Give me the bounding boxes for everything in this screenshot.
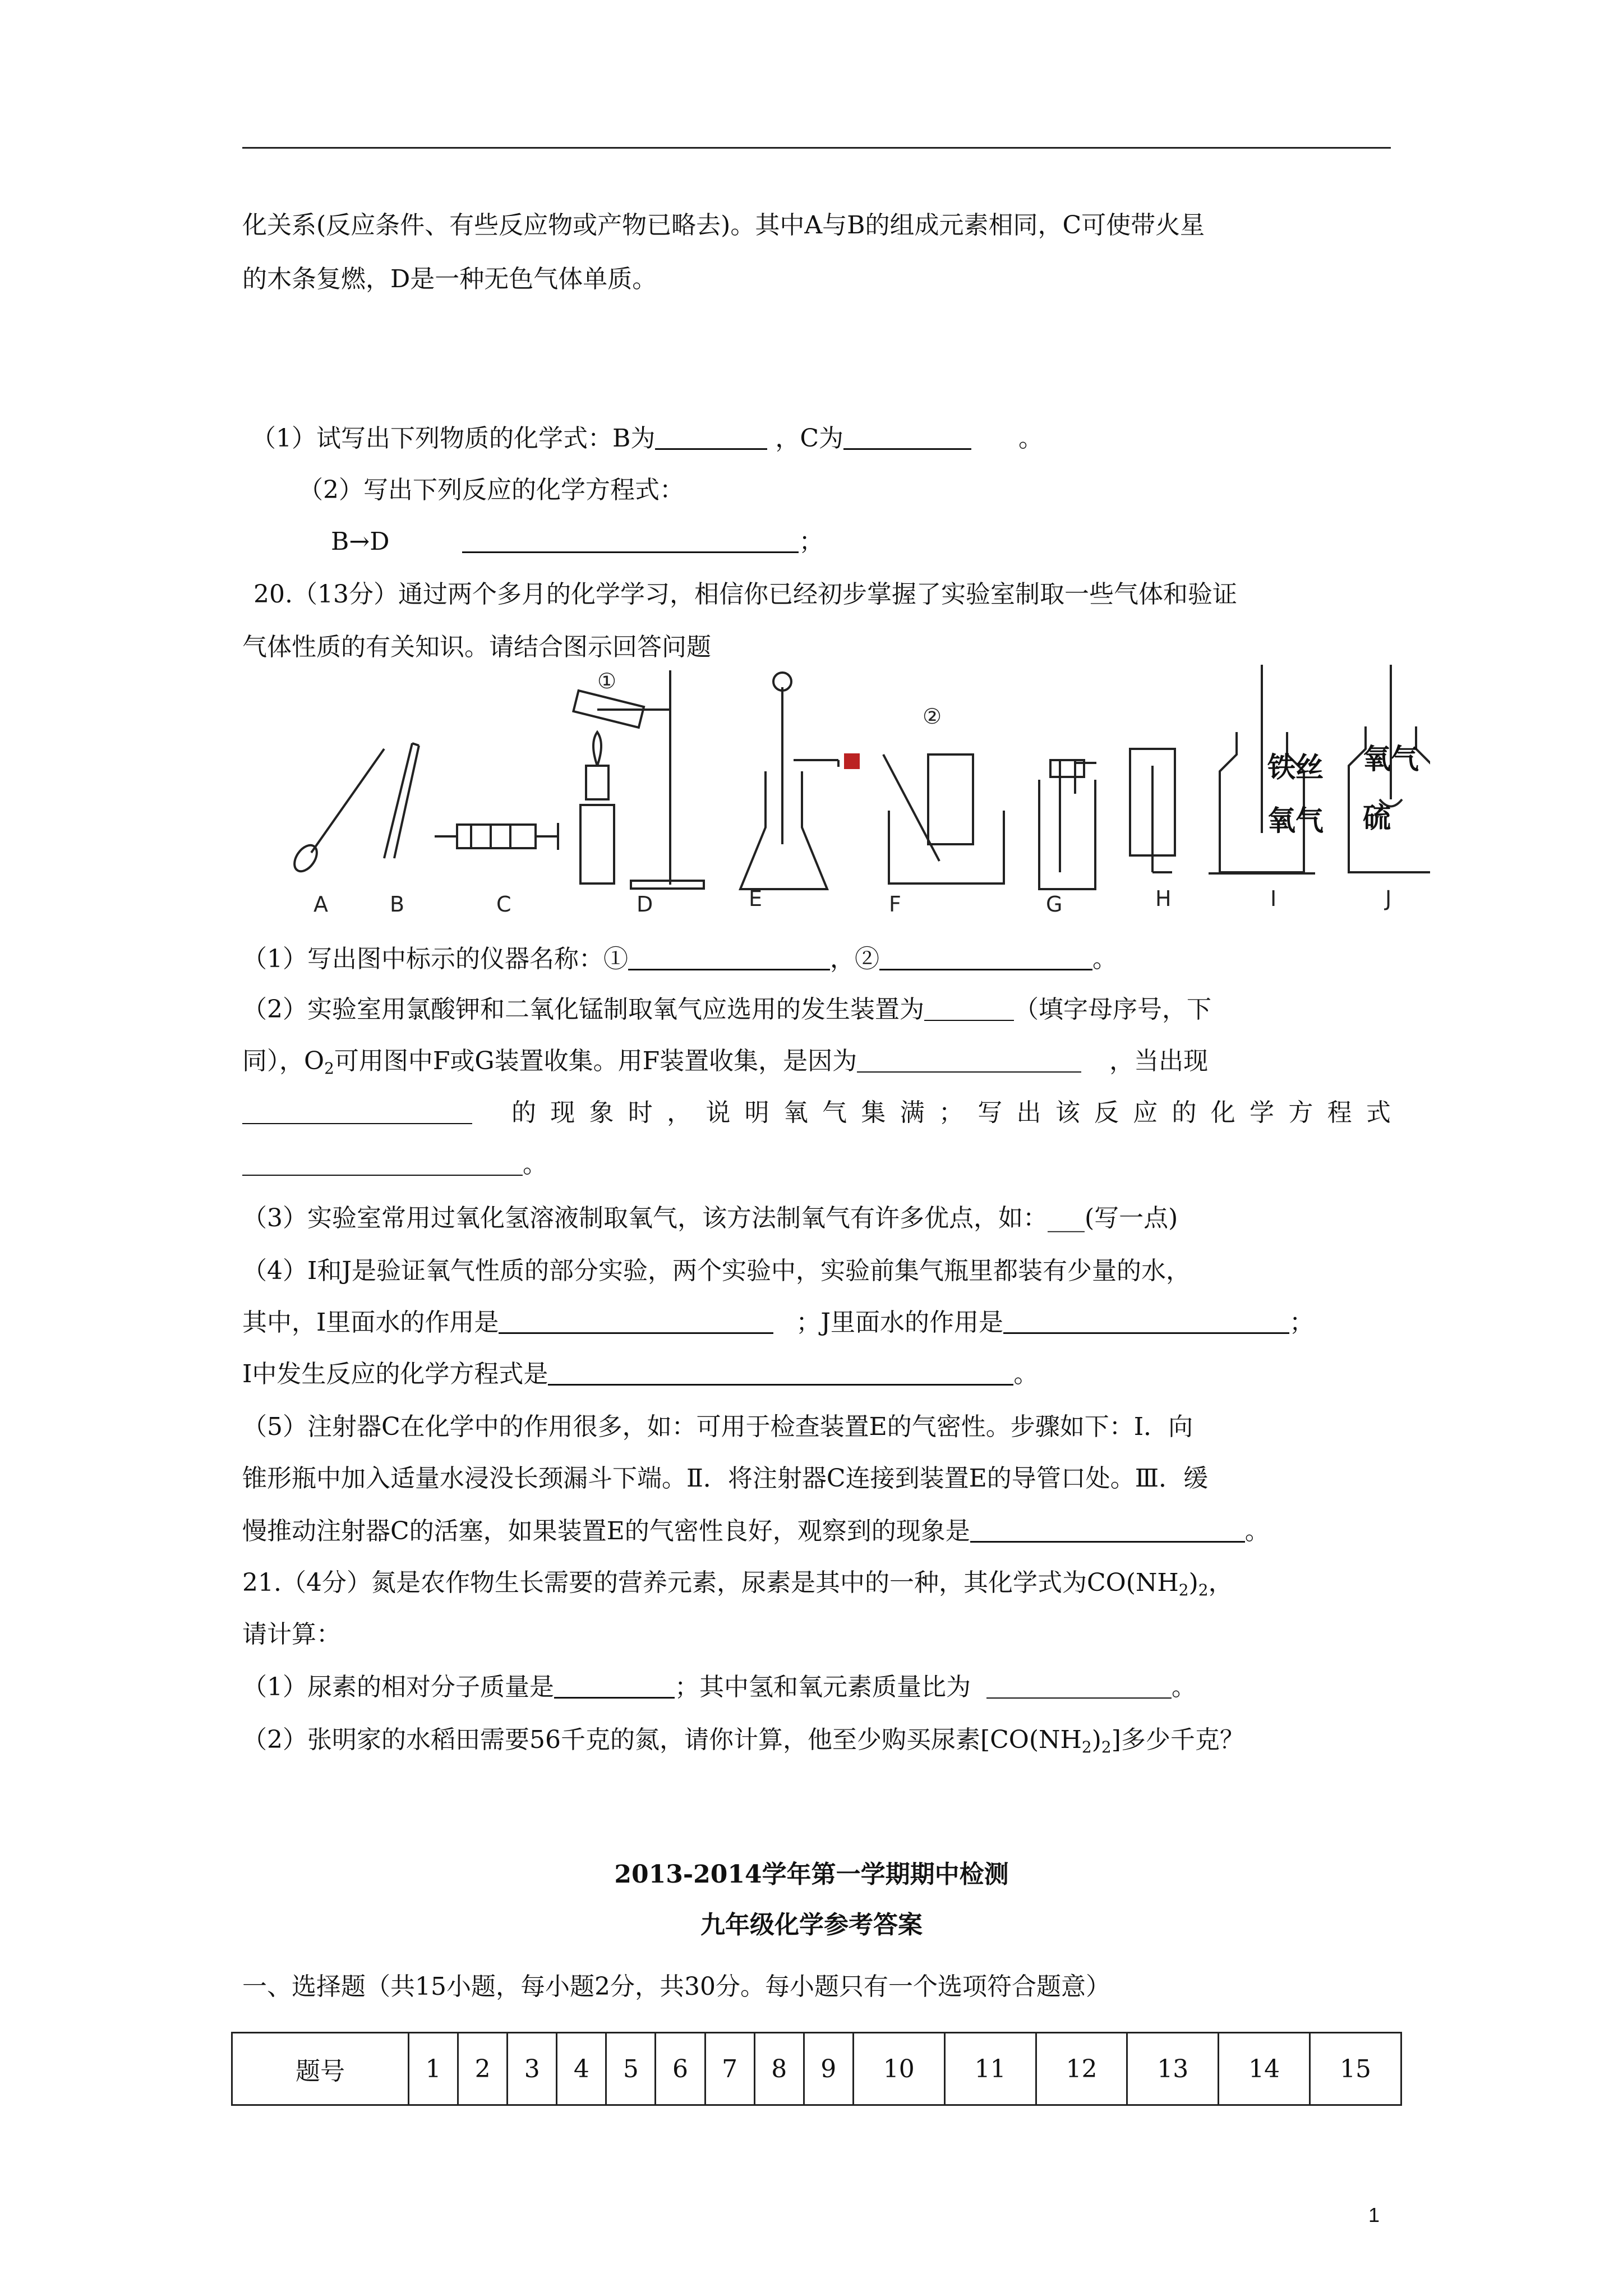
char: 写 — [978, 1098, 1003, 1127]
table-cell: 10 — [853, 2033, 944, 2105]
q21-line1-subscript-2: 2 — [1198, 1581, 1209, 1599]
table-cell: 6 — [656, 2033, 705, 2105]
q19-part3 — [331, 525, 823, 559]
q20-sub2-text-b: （填字母序号，下 — [1014, 995, 1211, 1024]
syringe-icon — [435, 823, 558, 850]
q21-line1-text-b: ) — [1188, 1568, 1198, 1597]
table-cell: 14 — [1219, 2033, 1310, 2105]
char: 明 — [744, 1098, 769, 1127]
table-cell: 15 — [1310, 2033, 1401, 2105]
table-cell: 9 — [804, 2033, 853, 2105]
q21-part2 — [242, 1723, 1244, 1764]
char: 学 — [1249, 1098, 1275, 1127]
q19-part1-text-a: （1）试写出下列物质的化学式：B为 — [251, 424, 656, 453]
q19-line1: 化关系(反应条件、有些反应物或产物已略去)。其中A与B的组成元素相同，C可使带火星 — [242, 211, 1205, 240]
table-cell: 1 — [409, 2033, 458, 2105]
page-number: 1 — [1368, 2203, 1380, 2226]
q20-sub4-text-d: ； — [1289, 1308, 1315, 1337]
table-cell: 13 — [1127, 2033, 1219, 2105]
q20-sub2-line4 — [242, 1148, 547, 1181]
table-cell: 11 — [944, 2033, 1036, 2105]
q20-sub1-text-c: 。 — [1092, 945, 1117, 973]
table-cell: 7 — [705, 2033, 754, 2105]
figure-label-f: F — [889, 892, 901, 917]
figure-text-labels — [313, 669, 1419, 917]
q21-part2-subscript-2: 2 — [1101, 1738, 1112, 1756]
q20-line2: 气体性质的有关知识。请结合图示回答问题 — [242, 633, 711, 661]
answer-blank-phenomenon[interactable] — [242, 1097, 472, 1124]
figure-label-e: E — [749, 886, 763, 911]
table-cell: 8 — [754, 2033, 804, 2105]
q21-line2: 请计算： — [242, 1620, 341, 1649]
answer-blank-water-i[interactable] — [499, 1306, 773, 1334]
char: 该 — [1055, 1098, 1080, 1127]
q21-part2-text-a: （2）张明家的水稻田需要56千克的氮，请你计算，他至少购买尿素[CO(NH — [242, 1726, 1082, 1754]
inverted-bottle-icon — [1130, 749, 1175, 872]
heating-apparatus-icon — [573, 670, 704, 889]
reaction-b-to-d: B→D — [331, 527, 390, 556]
q20-sub4-line1: （4）I和J是验证氧气性质的部分实验，两个实验中，实验前集气瓶里都装有少量的水， — [242, 1257, 1191, 1285]
q20-sub2-o2-subscript: 2 — [324, 1059, 334, 1078]
q20-sub5-text-c: 慢推动注射器C的活塞，如果装置E的气密性良好，观察到的现象是 — [242, 1517, 970, 1545]
answer-blank-equation-iron[interactable] — [548, 1358, 1013, 1386]
q20-sub4-text-e: I中发生反应的化学方程式是 — [242, 1360, 548, 1388]
figure-label-h: H — [1155, 886, 1172, 911]
answer-blank-water-j[interactable] — [1003, 1306, 1289, 1334]
q21-part2-text-b: ) — [1091, 1726, 1101, 1754]
q20-sub4-text-c: ；J里面水的作用是 — [796, 1308, 1004, 1337]
char: 时 — [628, 1098, 653, 1127]
table-cell: 5 — [606, 2033, 656, 2105]
figure-text-oxygen-i: 氧气 — [1267, 804, 1324, 837]
q21-line1-subscript: 2 — [1178, 1581, 1189, 1599]
answer-blank-mass-ratio[interactable] — [986, 1672, 1172, 1699]
conical-flask-icon — [740, 673, 838, 889]
q20-sub5-line3 — [242, 1515, 1270, 1548]
figure-label-i: I — [1270, 886, 1277, 911]
char: 象 — [589, 1098, 614, 1127]
q20-sub2-justified — [511, 1096, 1391, 1130]
figure-label-d: D — [637, 892, 653, 917]
q20-sub2-text-g: 。 — [523, 1150, 547, 1179]
q21-line1-text-c: ， — [1208, 1568, 1233, 1597]
q20-sub1-text-b: ，② — [830, 945, 879, 973]
answer-table — [231, 2032, 1402, 2106]
answer-blank-b[interactable] — [655, 422, 767, 450]
figure-label-b: B — [390, 892, 405, 917]
q20-sub5-line1: （5）注射器C在化学中的作用很多，如：可用于检查装置E的气密性。步骤如下：Ⅰ．向 — [242, 1412, 1193, 1441]
answer-blank-equation-kclo3[interactable] — [242, 1149, 523, 1176]
answer-blank-equation-bd[interactable] — [462, 526, 799, 553]
char: 反 — [1094, 1098, 1119, 1127]
apparatus-figure — [272, 665, 1430, 917]
char: 集 — [861, 1098, 886, 1127]
answer-title: 2013-2014学年第一学期期中检测 — [614, 1860, 1009, 1889]
char: 满 — [900, 1098, 925, 1127]
figure-mark-2: ② — [923, 704, 942, 729]
q21-part2-text-c: ]多少千克？ — [1111, 1726, 1244, 1754]
q20-sub4-line2 — [242, 1306, 1314, 1340]
table-cell: 2 — [458, 2033, 508, 2105]
q20-sub2-text-e: ，当出现 — [1109, 1047, 1209, 1075]
q19-part1 — [251, 422, 1043, 455]
char: 式 — [1366, 1098, 1391, 1127]
char: 方 — [1288, 1098, 1313, 1127]
q20-sub4-text-b: 其中，I里面水的作用是 — [242, 1308, 499, 1337]
figure-text-iron-wire: 铁丝 — [1267, 751, 1324, 784]
tweezers-icon — [384, 743, 419, 858]
q20-sub2-line1 — [242, 993, 1211, 1027]
figure-label-j: J — [1385, 886, 1392, 911]
answer-blank-airtightness[interactable] — [970, 1515, 1245, 1543]
char: 氧 — [783, 1098, 808, 1127]
answer-blank-molecular-mass[interactable] — [554, 1671, 675, 1699]
figure-text-sulfur: 硫 — [1363, 802, 1391, 834]
char: ； — [938, 1098, 963, 1127]
header-rule — [242, 147, 1391, 149]
answer-section-1: 一、选择题（共15小题，每小题2分，共30分。每小题只有一个选项符合题意） — [242, 1972, 1110, 2001]
answer-blank-device[interactable] — [924, 994, 1014, 1021]
q20-line1: 20.（13分）通过两个多月的化学学习，相信你已经初步掌握了实验室制取一些气体和验证 — [253, 580, 1237, 609]
q19-part1-text-c: 。 — [1018, 424, 1043, 453]
answer-blank-c[interactable] — [843, 422, 971, 450]
gas-washing-bottle-icon — [1039, 760, 1096, 889]
water-trough-icon — [883, 754, 1004, 884]
char: 的 — [1172, 1098, 1197, 1127]
figure-label-c: C — [496, 892, 511, 917]
q19-line2: 的木条复燃，D是一种无色气体单质。 — [242, 265, 657, 293]
table-cell: 12 — [1036, 2033, 1127, 2105]
q19-part1-text-b: ，C为 — [775, 424, 843, 453]
answer-blank-instrument-2[interactable] — [879, 943, 1092, 970]
q20-sub1-text-a: （1）写出图中标示的仪器名称：① — [242, 945, 628, 973]
q21-part1-text-b: ；其中氢和氧元素质量比为 — [675, 1673, 971, 1701]
char: 现 — [550, 1098, 575, 1127]
q20-sub2-text-a: （2）实验室用氯酸钾和二氧化锰制取氧气应选用的发生装置为 — [242, 995, 924, 1024]
answer-blank-instrument-1[interactable] — [628, 943, 830, 970]
char: 应 — [1133, 1098, 1158, 1127]
table-cell: 4 — [557, 2033, 606, 2105]
char: 化 — [1210, 1098, 1235, 1127]
q21-line1 — [242, 1566, 1233, 1607]
char: 出 — [1016, 1098, 1041, 1127]
char: 的 — [511, 1098, 536, 1127]
q19-part3-end: ； — [799, 527, 824, 556]
q20-sub1 — [242, 942, 1117, 976]
table-cell: 3 — [508, 2033, 557, 2105]
q21-part1 — [242, 1671, 1196, 1704]
answer-subtitle: 九年级化学参考答案 — [700, 1911, 923, 1939]
q20-sub2-line2 — [242, 1045, 1208, 1085]
char: ， — [667, 1098, 692, 1127]
q20-sub4-line3 — [242, 1358, 1038, 1391]
q20-sub5-line2: 锥形瓶中加入适量水浸没长颈漏斗下端。Ⅱ．将注射器C连接到装置E的导管口处。Ⅲ．缓 — [242, 1464, 1209, 1493]
spoon-icon — [290, 749, 384, 875]
q20-sub2-text-c: 同），O — [242, 1047, 325, 1075]
q19-part2: （2）写出下列反应的化学方程式： — [298, 476, 684, 504]
table-row — [232, 2033, 1401, 2105]
figure-label-a: A — [313, 892, 328, 917]
char: 气 — [822, 1098, 847, 1127]
q20-sub3: （3）实验室常用过氧化氢溶液制取氧气，该方法制氧气有许多优点，如：___(写一点) — [242, 1204, 1178, 1232]
figure-label-g: G — [1046, 892, 1063, 917]
table-header-cell: 题号 — [232, 2033, 409, 2105]
q20-sub2-text-d: 可用图中F或G装置收集。用F装置收集，是因为 — [334, 1047, 857, 1075]
char: 说 — [706, 1098, 731, 1127]
q21-part2-subscript: 2 — [1081, 1738, 1092, 1756]
answer-blank-reason[interactable] — [857, 1046, 1081, 1073]
q21-part1-text-a: （1）尿素的相对分子质量是 — [242, 1673, 554, 1701]
q21-line1-text-a: 21.（4分）氮是农作物生长需要的营养元素，尿素是其中的一种，其化学式为CO(NH — [242, 1568, 1179, 1597]
figure-mark-1: ① — [597, 669, 617, 693]
figure-text-oxygen-j: 氧气 — [1363, 743, 1419, 775]
q20-sub2-line3 — [242, 1096, 472, 1130]
q20-sub5-text-d: 。 — [1244, 1517, 1270, 1545]
q20-sub4-text-f: 。 — [1013, 1360, 1039, 1388]
q21-part1-text-c: 。 — [1172, 1673, 1196, 1701]
char: 程 — [1327, 1098, 1352, 1127]
